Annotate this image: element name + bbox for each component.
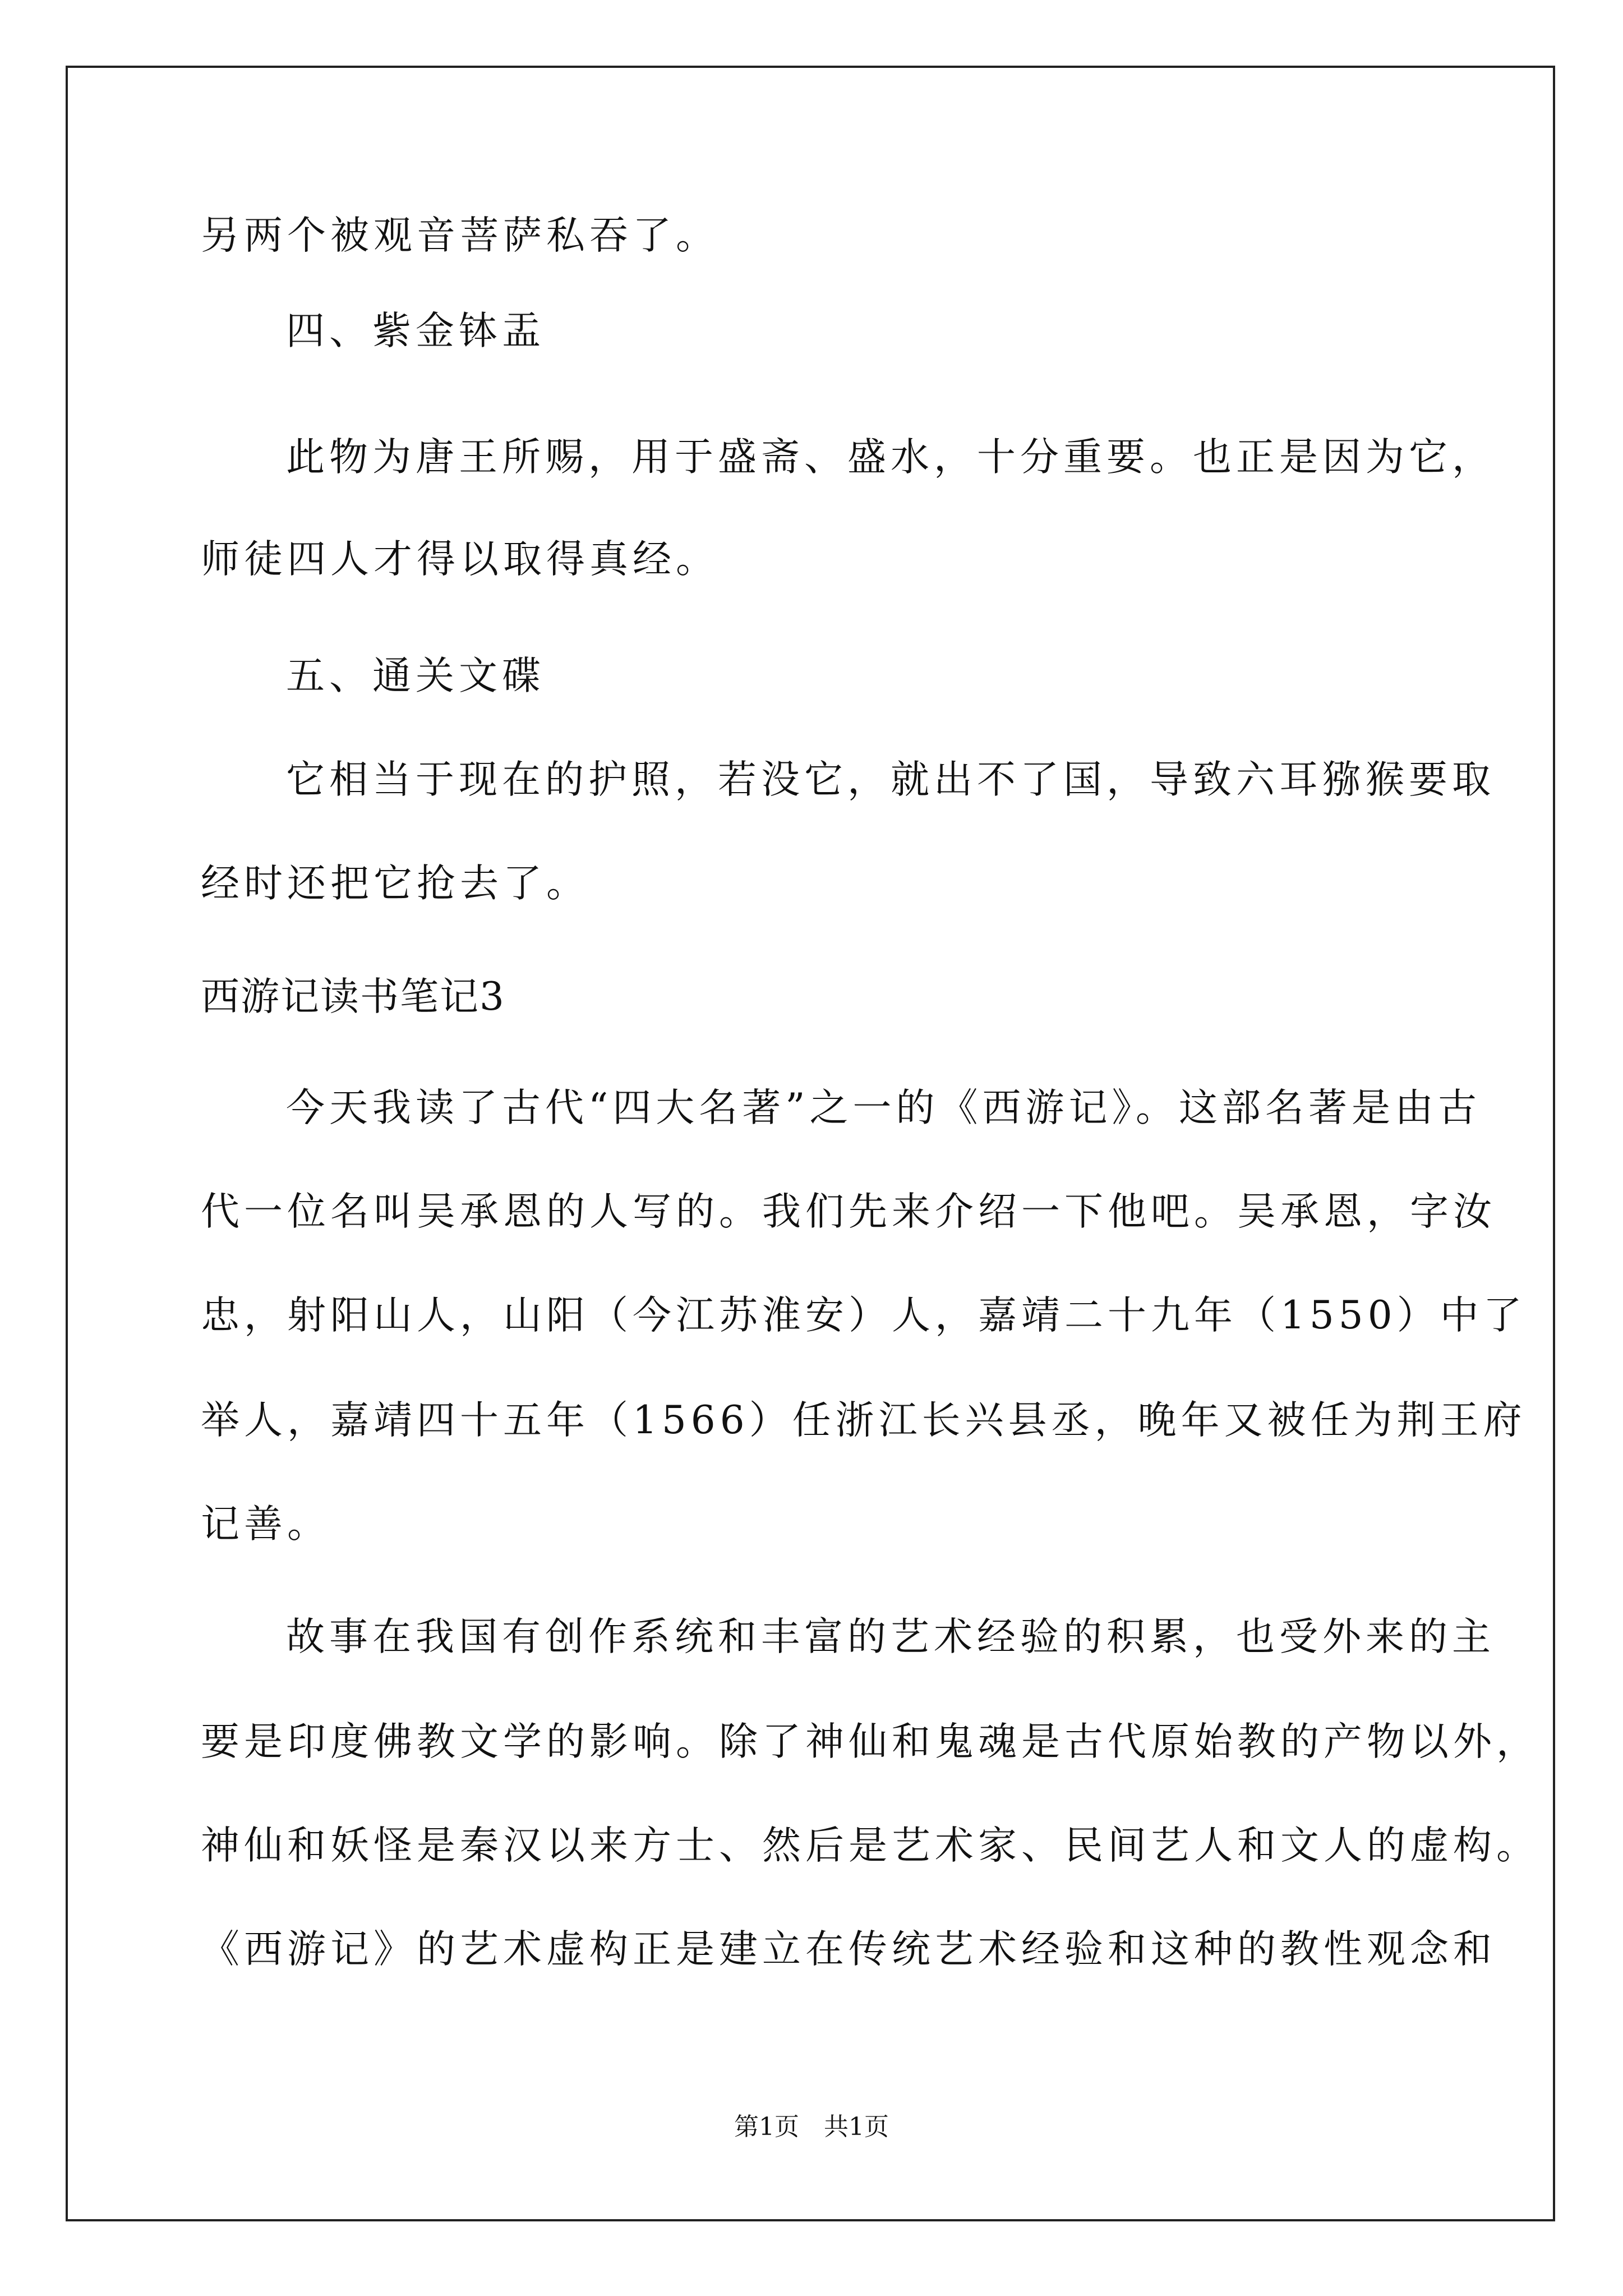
page-border <box>66 66 1555 2221</box>
text-line-17: 《西游记》的艺术虚构正是建立在传统艺术经验和这种的教性观念和 <box>201 1927 1496 1972</box>
text-line-16: 神仙和妖怪是秦汉以来方士、然后是艺术家、民间艺人和文人的虚构。 <box>201 1823 1539 1868</box>
text-line-6: 它相当于现在的护照，若没它，就出不了国，导致六耳猕猴要取 <box>286 757 1495 802</box>
text-line-10: 代一位名叫吴承恩的人写的。我们先来介绍一下他吧。吴承恩，字汝 <box>201 1189 1496 1234</box>
text-line-14: 故事在我国有创作系统和丰富的艺术经验的积累，也受外来的主 <box>286 1614 1495 1659</box>
text-line-3: 此物为唐王所赐，用于盛斋、盛水，十分重要。也正是因为它， <box>286 435 1495 480</box>
page-footer: 第1页 共1页 <box>734 2113 889 2141</box>
section-heading-4: 四、紫金钵盂 <box>286 309 545 353</box>
section-heading-5: 五、通关文碟 <box>286 654 545 698</box>
text-line-11: 忠，射阳山人，山阳（今江苏淮安）人，嘉靖二十九年（1550）中了 <box>201 1293 1527 1338</box>
article-title: 西游记读书笔记3 <box>201 974 505 1019</box>
text-line-1: 另两个被观音菩萨私吞了。 <box>201 213 719 258</box>
text-line-15: 要是印度佛教文学的影响。除了神仙和鬼魂是古代原始教的产物以外， <box>201 1719 1539 1764</box>
text-line-12: 举人，嘉靖四十五年（1566）任浙江长兴县丞，晚年又被任为荆王府 <box>201 1398 1527 1443</box>
text-line-4: 师徒四人才得以取得真经。 <box>201 537 719 582</box>
text-line-9: 今天我读了古代“四大名著”之一的《西游记》。这部名著是由古 <box>286 1085 1482 1130</box>
text-line-7: 经时还把它抢去了。 <box>201 861 589 906</box>
text-line-13: 记善。 <box>201 1502 330 1547</box>
